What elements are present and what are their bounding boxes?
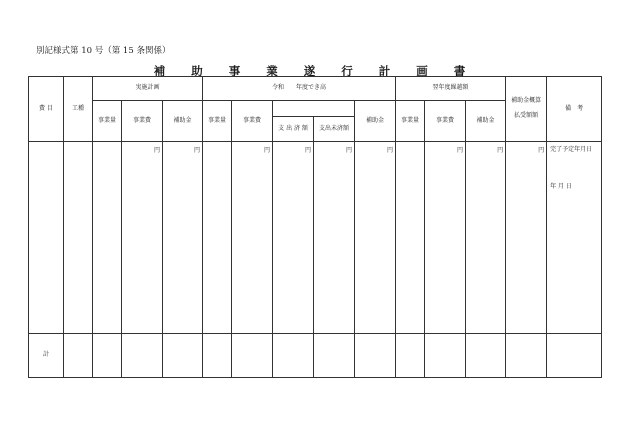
total-cell [425,334,466,378]
total-cell [93,334,122,378]
cell-carryover-volume [396,142,425,334]
cell-progress-volume [203,142,232,334]
document-title: 補 助 事 業 遂 行 計 画 書 [153,64,477,78]
cell-remarks [547,142,602,334]
header-carryover-volume: 事業量 [396,101,425,142]
total-cell [396,334,425,378]
cell-paid-unit: 円 [273,142,314,334]
total-cell [547,334,602,378]
form-reference: 別記様式第 10 号（第 15 条関係） [36,46,171,56]
header-plan-subsidy: 補助金 [163,101,203,142]
header-progress-volume: 事業量 [203,101,232,142]
header-expense-item: 費 目 [29,77,64,142]
cell-carryover-subsidy-unit: 円 [466,142,506,334]
remarks-completion-label: 完了予定年月日 [550,146,593,153]
cell-plan-cost-unit: 円 [122,142,163,334]
cell-progress-cost-unit: 円 [232,142,273,334]
header-work-type: 工種 [64,77,93,142]
total-cell [203,334,232,378]
header-subsidy-calc-line1: 補助金概算 [511,97,542,105]
header-plan-cost: 事業費 [122,101,163,142]
total-cell [122,334,163,378]
total-cell [163,334,203,378]
cell-unpaid-unit: 円 [314,142,355,334]
total-cell [232,334,273,378]
header-subsidy-calc [506,77,547,142]
header-progress-blank [273,101,355,117]
total-cell [273,334,314,378]
cell-carryover-cost-unit: 円 [425,142,466,334]
header-subsidy-calc-line2: 払受額額 [514,112,539,119]
total-cell [466,334,506,378]
total-cell [314,334,355,378]
header-unpaid: 支出未済額 [314,117,355,142]
header-paid: 支 出 済 額 [273,117,314,142]
total-cell [355,334,396,378]
header-progress-cost: 事業費 [232,101,273,142]
remarks-date-placeholder: 年 月 日 [550,182,572,190]
header-carryover-subsidy: 補助金 [466,101,506,142]
header-progress-subsidy: 補助金 [355,101,396,142]
plan-table [28,76,602,378]
total-cell [64,334,93,378]
total-cell [506,334,547,378]
cell-expense-item [29,142,64,334]
header-carryover-group: 翌年度繰越額 [396,77,506,101]
header-plan-group: 実施計画 [93,77,203,101]
cell-progress-subsidy-unit: 円 [355,142,396,334]
cell-plan-subsidy-unit: 円 [163,142,203,334]
cell-subsidy-calc-unit: 円 [506,142,547,334]
cell-work-type [64,142,93,334]
header-plan-volume: 事業量 [93,101,122,142]
header-progress-group: 令和 年度でき高 [203,77,396,101]
cell-plan-volume [93,142,122,334]
header-carryover-cost: 事業費 [425,101,466,142]
header-remarks: 備 考 [547,77,602,142]
total-label: 計 [29,334,64,378]
